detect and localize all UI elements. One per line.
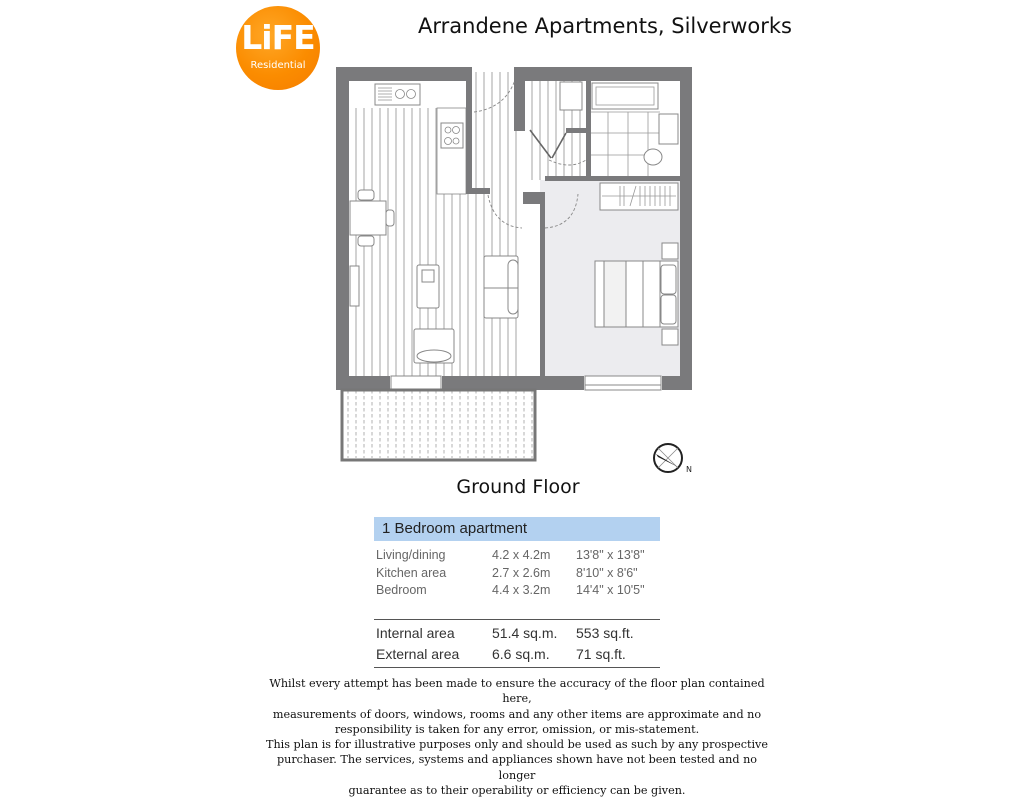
spec-row — [374, 582, 660, 600]
logo-sub-text: Residential — [250, 60, 306, 71]
spec-table — [374, 517, 660, 668]
disclaimer-line: guarantee as to their operability or efficiency can be given. — [348, 784, 686, 798]
hob — [441, 123, 463, 148]
room-name: Kitchen area — [376, 565, 447, 580]
disclaimer-line: measurements of doors, windows, rooms and any other items are approximate and no — [272, 707, 762, 721]
logo-main-text: LiFE — [241, 18, 315, 57]
disclaimer — [258, 676, 776, 798]
room-imperial: 13'8" x 13'8" — [576, 548, 645, 562]
total-row-internal — [374, 623, 660, 644]
total-metric: 6.6 sq.m. — [492, 645, 550, 662]
floor-plan-drawing — [330, 60, 700, 480]
bedroom-furniture — [595, 183, 678, 345]
toilet — [644, 149, 662, 165]
spec-row — [374, 547, 660, 565]
svg-text:N: N — [686, 465, 692, 474]
page-title: Arrandene Apartments, Silverworks — [418, 14, 792, 38]
divider — [374, 667, 660, 668]
room-imperial: 8'10" x 8'6" — [576, 565, 638, 580]
north-arrow-icon — [654, 444, 692, 474]
balcony — [342, 390, 535, 460]
room-metric: 4.4 x 3.2m — [492, 583, 551, 597]
floor-label: Ground Floor — [456, 476, 580, 498]
room-name: Bedroom — [376, 583, 427, 597]
total-row-external — [374, 644, 660, 665]
tv-unit — [350, 266, 359, 306]
total-imperial: 553 sq.ft. — [576, 624, 634, 641]
total-metric: 51.4 sq.m. — [492, 624, 558, 641]
dining-table — [350, 201, 386, 235]
bedside-table — [662, 329, 678, 345]
disclaimer-line: responsibility is taken for any error, omission, or mis-statement. — [334, 722, 700, 736]
total-name: External area — [376, 645, 460, 662]
life-residential-logo — [236, 6, 320, 90]
spec-table-title: 1 Bedroom apartment — [374, 517, 660, 541]
total-name: Internal area — [376, 624, 455, 641]
washbasin — [659, 114, 678, 144]
disclaimer-line: purchaser. The services, systems and appliances shown have not been tested and no longer — [276, 753, 758, 782]
disclaimer-line: Whilst every attempt has been made to ensure the accuracy of the floor plan contained here, — [269, 677, 765, 706]
room-imperial: 14'4" x 10'5" — [576, 583, 645, 597]
sink — [375, 84, 420, 105]
room-metric: 2.7 x 2.6m — [492, 565, 551, 580]
wardrobe — [600, 183, 678, 210]
bedside-table — [662, 243, 678, 259]
spec-row — [374, 565, 660, 583]
room-metric: 4.2 x 4.2m — [492, 548, 551, 562]
disclaimer-line: This plan is for illustrative purposes only and should be used as such by any prospective — [266, 738, 768, 752]
room-name: Living/dining — [376, 548, 446, 562]
total-imperial: 71 sq.ft. — [576, 645, 626, 662]
